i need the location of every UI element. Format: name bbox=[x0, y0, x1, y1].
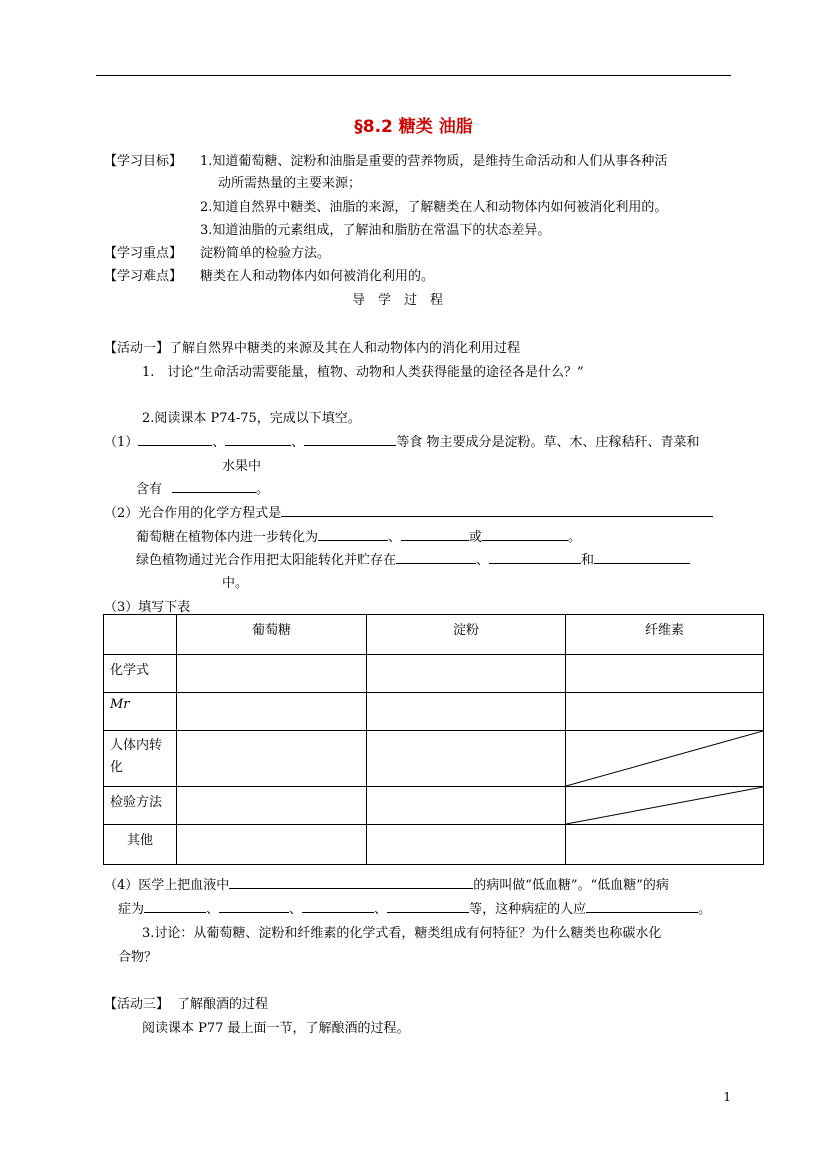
table-cell[interactable] bbox=[177, 693, 367, 731]
blank-field[interactable] bbox=[229, 874, 473, 889]
objective-line-4: 3.知道油脂的元素组成，了解油和脂肪在常温下的状态差异。 bbox=[200, 223, 551, 238]
blank-field[interactable] bbox=[482, 526, 568, 541]
key-point-label: 【学习重点】 bbox=[104, 246, 183, 261]
table-row-label-test: 检验方法 bbox=[104, 787, 177, 825]
activity1-item3-line-2: 合物？ bbox=[118, 950, 158, 965]
activity3-text: 阅读课本 P77 最上面一节，了解酿酒的过程。 bbox=[142, 1021, 410, 1036]
table-cell[interactable] bbox=[566, 693, 764, 731]
objectives-label: 【学习目标】 bbox=[104, 154, 183, 169]
question-2-line-1: （2）光合作用的化学方程式是 bbox=[104, 502, 713, 521]
header-rule bbox=[96, 75, 731, 76]
question-2-line-4: 中。 bbox=[222, 576, 249, 591]
page-number: 1 bbox=[723, 1090, 731, 1104]
table-header-empty bbox=[104, 615, 177, 655]
blank-field[interactable] bbox=[219, 898, 289, 913]
question-4-line-2: 症为 、 、 、 等，这种病症的人应 。 bbox=[118, 898, 711, 917]
section-heading: 导 学 过 程 bbox=[352, 293, 444, 308]
blank-field[interactable] bbox=[304, 431, 396, 446]
table-cell-crossed bbox=[566, 731, 764, 787]
blank-field[interactable] bbox=[401, 526, 469, 541]
table-cell[interactable] bbox=[177, 825, 367, 865]
table-cell-crossed bbox=[566, 787, 764, 825]
activity1-item1: 1. 讨论“生命活动需要能量，植物、动物和人类获得能量的途径各是什么？” bbox=[142, 365, 584, 380]
blank-field[interactable] bbox=[281, 502, 713, 517]
table-header-cellulose: 纤维素 bbox=[566, 615, 764, 655]
objective-line-2: 动所需热量的主要来源； bbox=[218, 176, 362, 191]
table-cell[interactable] bbox=[367, 787, 566, 825]
diagonal-line bbox=[566, 787, 763, 824]
table-cell[interactable] bbox=[367, 655, 566, 693]
blank-field[interactable] bbox=[594, 549, 690, 564]
page-title: §8.2 糖类 油脂 bbox=[354, 117, 473, 137]
table-cell[interactable] bbox=[177, 787, 367, 825]
table-row-label-other: 其他 bbox=[104, 825, 177, 865]
question-4-line-1: （4）医学上把血液中 的病叫做“低血糖”。“低血糖”的病 bbox=[104, 874, 669, 893]
difficulty-label: 【学习难点】 bbox=[104, 269, 183, 284]
table-cell[interactable] bbox=[177, 731, 367, 787]
table-cell[interactable] bbox=[566, 655, 764, 693]
question-2-line-3: 绿色植物通过光合作用把太阳能转化并贮存在 、 和 bbox=[136, 549, 690, 568]
blank-field[interactable] bbox=[586, 898, 698, 913]
question-3: （3）填写下表 bbox=[104, 600, 191, 615]
blank-field[interactable] bbox=[318, 526, 388, 541]
table-cell[interactable] bbox=[177, 655, 367, 693]
table-row-label-mr: Mr bbox=[104, 693, 177, 731]
diagonal-line bbox=[566, 731, 763, 786]
activity1-label: 【活动一】 bbox=[104, 341, 170, 356]
objective-line-1: 1.知道葡萄糖、淀粉和油脂是重要的营养物质，是维持生命活动和人们从事各种活 bbox=[200, 154, 668, 169]
table-cell[interactable] bbox=[367, 825, 566, 865]
question-2-line-2: 葡萄糖在植物体内进一步转化为 、 或 。 bbox=[136, 526, 581, 545]
table-header-glucose: 葡萄糖 bbox=[177, 615, 367, 655]
activity1-item3-line-1: 3.讨论：从葡萄糖、淀粉和纤维素的化学式看，糖类组成有何特征？为什么糖类也称碳水化 bbox=[142, 926, 662, 941]
key-point-text: 淀粉简单的检验方法。 bbox=[200, 246, 331, 261]
table-row-label-conversion: 人体内转化 bbox=[104, 731, 177, 787]
table-cell[interactable] bbox=[367, 731, 566, 787]
objective-line-3: 2.知道自然界中糖类、油脂的来源，了解糖类在人和动物体内如何被消化利用的。 bbox=[200, 200, 668, 215]
table-cell[interactable] bbox=[566, 825, 764, 865]
fill-in-table bbox=[103, 614, 764, 865]
blank-field[interactable] bbox=[387, 898, 469, 913]
question-1-line-1: （1） 、 、 等食 物主要成分是淀粉。草、木、庄稼秸秆、青菜和 bbox=[104, 431, 699, 450]
table-header-starch: 淀粉 bbox=[367, 615, 566, 655]
activity3-label: 【活动三】 bbox=[104, 997, 170, 1012]
blank-field[interactable] bbox=[302, 898, 374, 913]
activity1-item2: 2.阅读课本 P74-75，完成以下填空。 bbox=[142, 411, 361, 426]
difficulty-text: 糖类在人和动物体内如何被消化利用的。 bbox=[200, 269, 435, 284]
activity1-title: 了解自然界中糖类的来源及其在人和动物体内的消化利用过程 bbox=[169, 341, 521, 356]
blank-field[interactable] bbox=[396, 549, 476, 564]
question-1-line-3: 含有 。 bbox=[136, 478, 269, 497]
table-cell[interactable] bbox=[367, 693, 566, 731]
blank-field[interactable] bbox=[144, 898, 206, 913]
blank-field[interactable] bbox=[489, 549, 581, 564]
activity3-title: 了解酿酒的过程 bbox=[177, 997, 269, 1012]
blank-field[interactable] bbox=[225, 431, 291, 446]
activity3-heading bbox=[104, 993, 268, 1012]
table-row-label-formula: 化学式 bbox=[104, 655, 177, 693]
question-1-line-2: 水果中 bbox=[222, 459, 262, 474]
activity1-heading bbox=[104, 337, 520, 356]
blank-field[interactable] bbox=[172, 478, 256, 493]
blank-field[interactable] bbox=[138, 431, 212, 446]
